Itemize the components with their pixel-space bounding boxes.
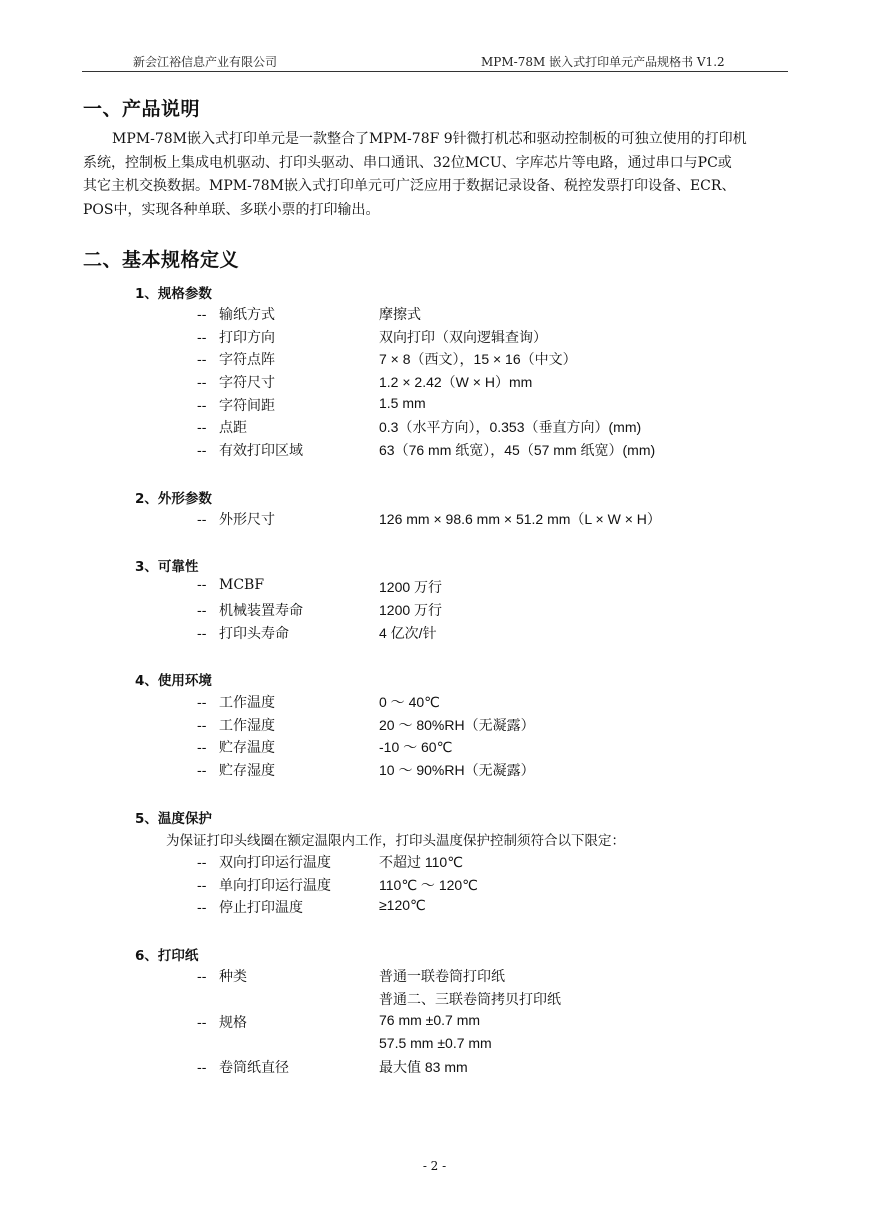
spec-row: [197, 327, 275, 347]
spec-value: 最大值 83 mm: [379, 1059, 468, 1075]
dash-marker: --: [197, 375, 207, 391]
spec-label: 贮存温度: [219, 740, 275, 756]
spec-value: 76 mm ±0.7 mm: [379, 1012, 481, 1028]
spec-value: 普通二、三联卷筒拷贝打印纸: [379, 991, 561, 1007]
spec-row: [197, 966, 247, 986]
dash-marker: --: [197, 969, 207, 985]
spec-label: 单向打印运行温度: [219, 878, 331, 894]
spec-label: 点距: [219, 420, 247, 436]
spec-value: 摩擦式: [379, 306, 421, 322]
dash-marker: --: [197, 443, 207, 459]
group-title: 3、可靠性: [135, 559, 199, 575]
dash-marker: --: [197, 1060, 207, 1076]
spec-label: 字符间距: [219, 398, 275, 414]
spec-row: [197, 417, 247, 437]
spec-value: 1.5 mm: [379, 395, 426, 411]
spec-label: 双向打印运行温度: [219, 855, 331, 871]
group-title: 4、使用环境: [135, 673, 212, 689]
dash-marker: --: [197, 763, 207, 779]
spec-label: 工作温度: [219, 695, 275, 711]
spec-value: 20 ～ 80%RH（无凝露）: [379, 717, 535, 733]
spec-row: [197, 372, 275, 392]
paragraph-line: POS中，实现各种单联、多联小票的打印输出。: [83, 202, 380, 219]
spec-value: 不超过 110℃: [379, 854, 463, 870]
dash-marker: --: [197, 330, 207, 346]
spec-value: 10 ～ 90%RH（无凝露）: [379, 762, 535, 778]
group-note: 为保证打印头线圈在额定温限内工作，打印头温度保护控制须符合以下限定：: [166, 833, 625, 849]
spec-value: 1200 万行: [379, 579, 443, 595]
dash-marker: --: [197, 718, 207, 734]
spec-value: 1.2 × 2.42（W × H）mm: [379, 374, 533, 390]
paragraph-line: MPM-78M嵌入式打印单元是一款整合了MPM-78F 9针微打机芯和驱动控制板的可独立使用的打印机: [112, 131, 747, 147]
spec-label: 有效打印区域: [219, 443, 303, 459]
spec-row: [197, 875, 331, 895]
dash-marker: --: [197, 626, 207, 642]
group-title: 5、温度保护: [135, 811, 212, 827]
spec-value: -10 ～ 60℃: [379, 739, 453, 755]
paragraph-line: 系统，控制板上集成电机驱动、打印头驱动、串口通讯、32位MCU、字库芯片等电路，通过串口与PC或: [83, 154, 732, 171]
spec-label: 卷筒纸直径: [219, 1060, 289, 1076]
spec-row: [197, 623, 289, 643]
dash-marker: --: [197, 1015, 207, 1031]
spec-value: 0 ～ 40℃: [379, 694, 440, 710]
spec-label: 种类: [219, 969, 247, 985]
dash-marker: --: [197, 603, 207, 619]
header-doc-title: MPM-78M 嵌入式打印单元产品规格书 V1.2: [481, 55, 725, 69]
page-number: - 2 -: [422, 1159, 447, 1173]
spec-row: [197, 304, 275, 324]
header-divider: [82, 71, 788, 72]
spec-label: 输纸方式: [219, 307, 275, 323]
dash-marker: --: [197, 878, 207, 894]
spec-row: [197, 600, 303, 620]
spec-row: [197, 737, 275, 757]
section-1-title: 一、产品说明: [83, 98, 201, 120]
spec-label: 打印方向: [219, 330, 275, 346]
dash-marker: --: [197, 695, 207, 711]
spec-value: ≥120℃: [379, 897, 426, 913]
spec-value: 57.5 mm ±0.7 mm: [379, 1035, 492, 1051]
spec-row: [197, 577, 264, 597]
spec-label: 打印头寿命: [219, 626, 289, 642]
spec-value: 7 × 8（西文），15 × 16（中文）: [379, 351, 577, 367]
spec-value: 63（76 mm 纸宽），45（57 mm 纸宽）(mm): [379, 442, 656, 458]
group-title: 1、规格参数: [135, 286, 212, 302]
spec-label: 字符点阵: [219, 352, 275, 368]
dash-marker: --: [197, 307, 207, 323]
spec-row: [197, 1012, 247, 1032]
group-title: 6、打印纸: [135, 948, 199, 964]
spec-value: 110℃ ～ 120℃: [379, 877, 478, 893]
spec-label: 停止打印温度: [219, 900, 303, 916]
spec-row: [197, 897, 303, 917]
group-title: 2、外形参数: [135, 491, 212, 507]
paragraph-line: 其它主机交换数据。MPM-78M嵌入式打印单元可广泛应用于数据记录设备、税控发票打印设备、ECR、: [83, 178, 736, 195]
spec-value: 4 亿次/针: [379, 625, 437, 641]
spec-row: [197, 1057, 289, 1077]
spec-label: 字符尺寸: [219, 375, 275, 391]
spec-row: [197, 852, 331, 872]
spec-value: 1200 万行: [379, 602, 443, 618]
spec-row: [197, 760, 275, 780]
dash-marker: --: [197, 398, 207, 414]
spec-value: 0.3（水平方向），0.353（垂直方向）(mm): [379, 419, 642, 435]
dash-marker: --: [197, 900, 207, 916]
spec-label: MCBF: [219, 577, 265, 593]
spec-row: [197, 692, 275, 712]
dash-marker: --: [197, 855, 207, 871]
section-1-paragraph: [83, 128, 788, 223]
spec-row: [197, 395, 275, 415]
spec-value: 126 mm × 98.6 mm × 51.2 mm（L × W × H）: [379, 511, 661, 527]
spec-label: 工作湿度: [219, 718, 275, 734]
spec-label: 机械装置寿命: [219, 603, 303, 619]
spec-value: 普通一联卷筒打印纸: [379, 968, 505, 984]
spec-label: 外形尺寸: [219, 512, 275, 528]
section-2-title: 二、基本规格定义: [83, 249, 240, 271]
dash-marker: --: [197, 420, 207, 436]
header-company: 新会江裕信息产业有限公司: [133, 55, 278, 69]
spec-value: 双向打印（双向逻辑查询）: [379, 329, 547, 345]
spec-label: 贮存湿度: [219, 763, 275, 779]
spec-row: [197, 349, 275, 369]
spec-row: [197, 440, 303, 460]
spec-row: [197, 715, 275, 735]
dash-marker: --: [197, 512, 207, 528]
spec-row: [197, 509, 275, 529]
dash-marker: --: [197, 352, 207, 368]
spec-label: 规格: [219, 1015, 247, 1031]
dash-marker: --: [197, 577, 207, 593]
dash-marker: --: [197, 740, 207, 756]
